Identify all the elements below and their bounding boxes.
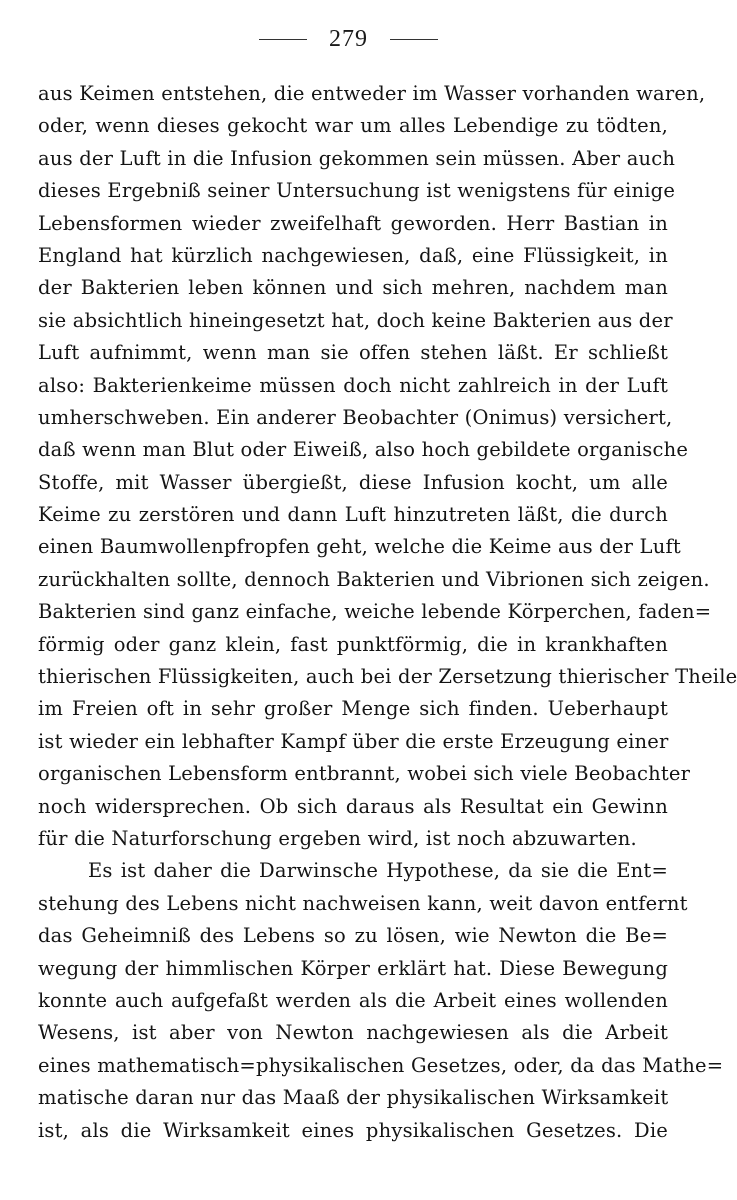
text-line: eines mathematisch=physikalischen Gesetzes, oder, da das Mathe= <box>38 1053 724 1077</box>
text-line: aus der Luft in die Infusion gekommen sein müssen. Aber auch <box>38 146 676 170</box>
text-line: Keime zu zerstören und dann Luft hinzutreten läßt, die durch <box>38 503 668 527</box>
body-text <box>38 78 737 1147</box>
text-line: Wesens, ist aber von Newton nachgewiesen als die Arbeit <box>38 1021 668 1045</box>
text-line: ist wieder ein lebhafter Kampf über die erste Erzeugung einer <box>38 729 669 753</box>
page-header <box>0 24 697 54</box>
text-line: Lebensformen wieder zweifelhaft geworden. Herr Bastian in <box>38 211 668 235</box>
text-line: dieses Ergebniß seiner Untersuchung ist wenigstens für einige <box>38 179 676 203</box>
text-line: stehung des Lebens nicht nachweisen kann, weit davon entfernt <box>38 891 688 915</box>
text-line: daß wenn man Blut oder Eiweiß, also hoch gebildete organische <box>38 438 689 462</box>
text-line: aus Keimen entstehen, die entweder im Wasser vorhanden waren, <box>38 82 706 105</box>
text-line: konnte auch aufgefaßt werden als die Arbeit eines wollenden <box>38 988 668 1012</box>
text-line: das Geheimniß des Lebens so zu lösen, wie Newton die Be= <box>38 924 668 948</box>
text-line: Es ist daher die Darwinsche Hypothese, da sie die Ent= <box>88 859 668 883</box>
text-line: für die Naturforschung ergeben wird, ist noch abzuwarten. <box>38 826 637 850</box>
text-line: Stoffe, mit Wasser übergießt, diese Infusion kocht, um alle <box>38 470 668 494</box>
text-line: England hat kürzlich nachgewiesen, daß, eine Flüssigkeit, in <box>38 243 668 267</box>
text-line: thierischen Flüssigkeiten, auch bei der Zersetzung thierischer Theile <box>38 665 737 689</box>
text-line: wegung der himmlischen Körper erklärt hat. Diese Bewegung <box>38 956 668 980</box>
text-line: Bakterien sind ganz einfache, weiche lebende Körperchen, faden= <box>38 600 712 624</box>
text-line: oder, wenn dieses gekocht war um alles Lebendige zu tödten, <box>38 114 668 138</box>
text-line: im Freien oft in sehr großer Menge sich finden. Ueberhaupt <box>38 697 668 721</box>
text-line: sie absichtlich hineingesetzt hat, doch keine Bakterien aus der <box>38 308 673 332</box>
text-line: einen Baumwollenpfropfen geht, welche die Keime aus der Luft <box>38 535 681 559</box>
text-line: matische daran nur das Maaß der physikalischen Wirksamkeit <box>38 1086 669 1110</box>
text-line: ist, als die Wirksamkeit eines physikalischen Gesetzes. Die <box>38 1118 668 1142</box>
text-line: der Bakterien leben können und sich mehren, nachdem man <box>38 276 668 300</box>
text-line: organischen Lebensform entbrannt, wobei sich viele Beobachter <box>38 762 691 786</box>
text-line: umherschweben. Ein anderer Beobachter (Onimus) versichert, <box>38 405 673 429</box>
header-rule-left <box>259 39 307 40</box>
page-number: 279 <box>329 25 368 52</box>
text-line: also: Bakterienkeime müssen doch nicht zahlreich in der Luft <box>38 373 668 397</box>
text-line: zurückhalten sollte, dennoch Bakterien und Vibrionen sich zeigen. <box>38 567 710 591</box>
text-line: Luft aufnimmt, wenn man sie offen stehen läßt. Er schließt <box>38 341 668 365</box>
header-rule-right <box>390 39 438 40</box>
text-line: förmig oder ganz klein, fast punktförmig, die in krankhaften <box>38 632 668 656</box>
text-line: noch widersprechen. Ob sich daraus als Resultat ein Gewinn <box>38 794 668 818</box>
